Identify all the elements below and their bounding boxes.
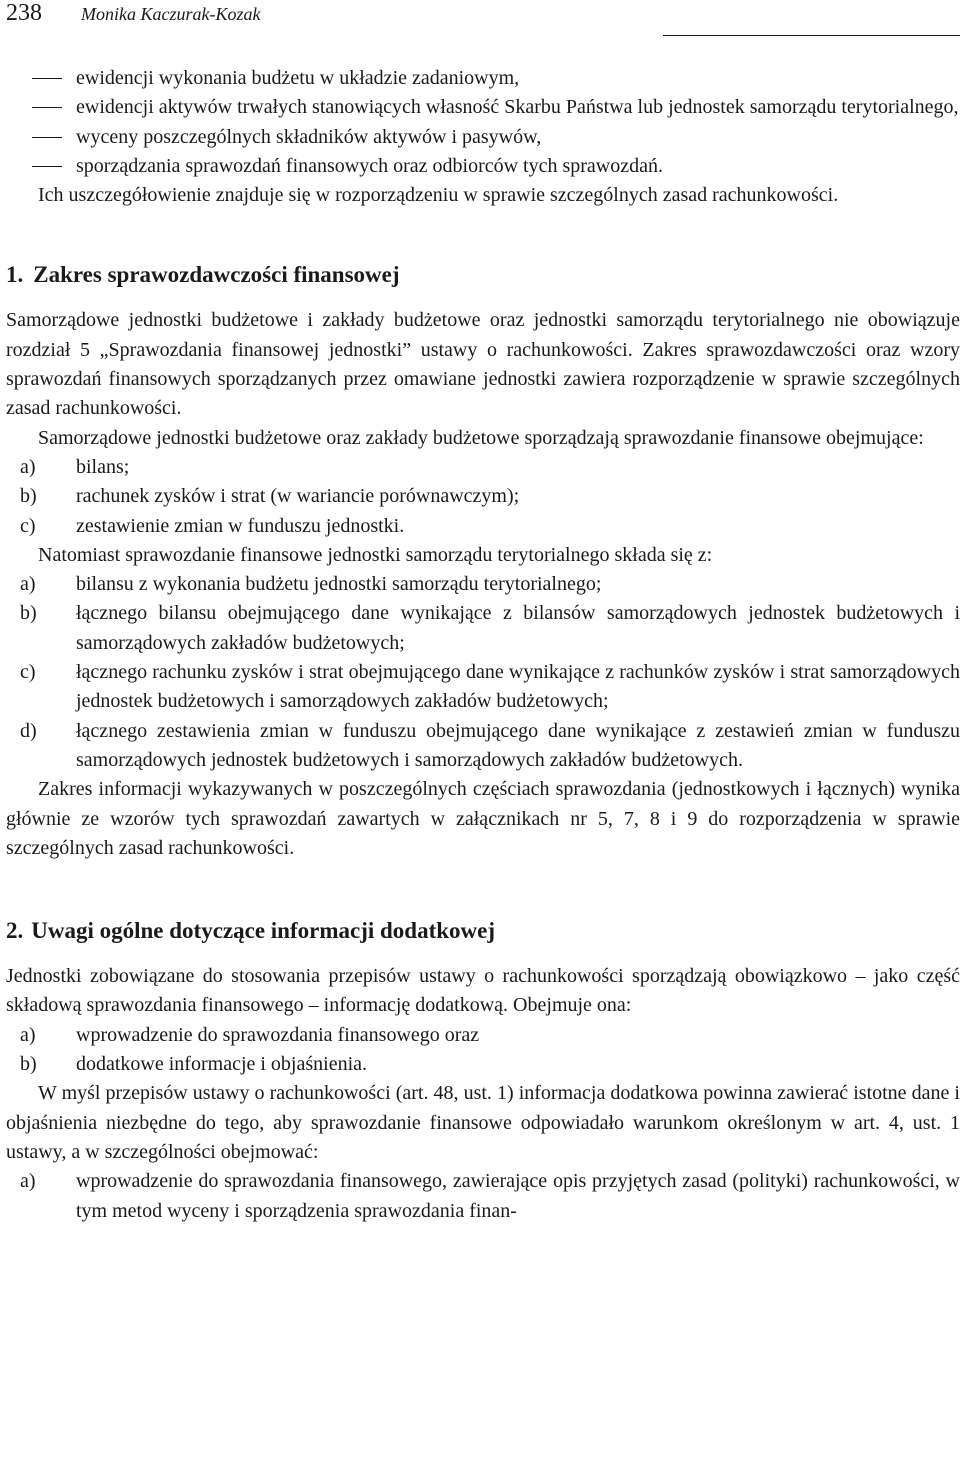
intro-list-item: wyceny poszczególnych składników aktywów i pasywów, <box>6 123 960 152</box>
list-item: b) dodatkowe informacje i objaśnienia. <box>6 1050 960 1079</box>
list-item: a) bilans; <box>6 453 960 482</box>
intro-closing-paragraph: Ich uszczegółowienie znajduje się w rozporządzeniu w sprawie szczególnych zasad rachunkowości. <box>38 184 839 207</box>
section-2-title: Uwagi ogólne dotyczące informacji dodatkowej <box>31 918 496 944</box>
section-2-heading <box>6 916 960 946</box>
list-item: a) bilansu z wykonania budżetu jednostki samorządu terytorialnego; <box>6 570 960 599</box>
list-item: d) łącznego zestawienia zmian w funduszu obejmującego dane wynikające z zestawień zmian w funduszu samorządowych jednostek budżetowych i samorządowych zakładów budżetowych. <box>6 717 960 776</box>
page-number: 238 <box>6 0 42 26</box>
list-item: a) wprowadzenie do sprawozdania finansowego oraz <box>6 1021 960 1050</box>
list-marker: a) <box>20 455 36 478</box>
header-rule <box>663 35 960 36</box>
intro-list-item: ewidencji aktywów trwałych stanowiących własność Skarbu Państwa lub jednostek samorządu terytorialnego, <box>6 93 960 122</box>
section-1-paragraph: Samorządowe jednostki budżetowe oraz zakłady budżetowe sporządzają sprawozdanie finansowe obejmujące: <box>38 426 924 449</box>
list-marker: a) <box>20 1170 36 1193</box>
section-2-number: 2. <box>6 918 24 944</box>
list-marker: a) <box>20 1023 36 1046</box>
list-marker: d) <box>20 719 37 742</box>
list-marker: b) <box>20 1053 37 1076</box>
list-marker: a) <box>20 573 36 596</box>
section-2-paragraph: Jednostki zobowiązane do stosowania przepisów ustawy o rachunkowości sporządzają obowiązkowo – jako część składową sprawozdania finansowego – informację dodatkową. Obejmuje ona: <box>6 965 960 1017</box>
section-1-number: 1. <box>6 262 24 288</box>
intro-list-item: sporządzania sprawozdań finansowych oraz odbiorców tych sprawozdań. <box>6 152 960 181</box>
list-item: b) rachunek zysków i strat (w wariancie porównawczym); <box>6 482 960 511</box>
section-1-paragraph: Natomiast sprawozdanie finansowe jednostki samorządu terytorialnego składa się z: <box>38 543 713 566</box>
dash-bullet <box>32 107 62 108</box>
section-1-heading <box>6 260 960 290</box>
page-header <box>0 0 960 40</box>
list-item: b) łącznego bilansu obejmującego dane wynikające z bilansów samorządowych jednostek budżetowych i samorządowych zakładów budżetowych; <box>6 599 960 658</box>
list-item: c) zestawienie zmian w funduszu jednostki. <box>6 512 960 541</box>
list-marker: b) <box>20 602 37 625</box>
section-1-paragraph: Samorządowe jednostki budżetowe i zakłady budżetowe oraz jednostki samorządu terytorialnego nie obowiązuje rozdział 5 „Sprawozdania finansowej jednostki” ustawy o rachunkowości. Zakres sprawozdawczości oraz wzory sprawozdań finansowych sporządzanych przez omawiane jednostki zawiera rozporządzenie w sprawie szczególnych zasad rachunkowości. <box>6 309 960 420</box>
list-item: a) wprowadzenie do sprawozdania finansowego, zawierające opis przyjętych zasad (polityki) rachunkowości, w tym metod wyceny i sporządzenia sprawozdania finan- <box>6 1167 960 1226</box>
list-marker: c) <box>20 661 36 684</box>
dash-bullet <box>32 166 62 167</box>
list-marker: c) <box>20 514 36 537</box>
section-1-title: Zakres sprawozdawczości finansowej <box>33 262 400 288</box>
page-body <box>6 64 960 1226</box>
dash-bullet <box>32 78 62 79</box>
section-2-paragraph: W myśl przepisów ustawy o rachunkowości (art. 48, ust. 1) informacja dodatkowa powinna zawierać istotne dane i objaśnienia niezbędne do tego, aby sprawozdanie finansowe odpowiadało warunkom określonym w art. 4, ust. 1 ustawy, a w szczególności obejmować: <box>6 1082 960 1163</box>
list-item: c) łącznego rachunku zysków i strat obejmującego dane wynikające z rachunków zysków i strat samorządowych jednostek budżetowych i samorządowych zakładów budżetowych; <box>6 658 960 717</box>
dash-bullet <box>32 137 62 138</box>
section-1-paragraph: Zakres informacji wykazywanych w poszczególnych częściach sprawozdania (jednostkowych i łącznych) wynika głównie ze wzorów tych sprawozdań zawartych w załącznikach nr 5, 7, 8 i 9 do rozporządzenia w sprawie szczególnych zasad rachunkowości. <box>6 778 960 859</box>
list-marker: b) <box>20 485 37 508</box>
intro-list-item: ewidencji wykonania budżetu w układzie zadaniowym, <box>6 64 960 93</box>
running-head-author: Monika Kaczurak-Kozak <box>81 4 261 24</box>
